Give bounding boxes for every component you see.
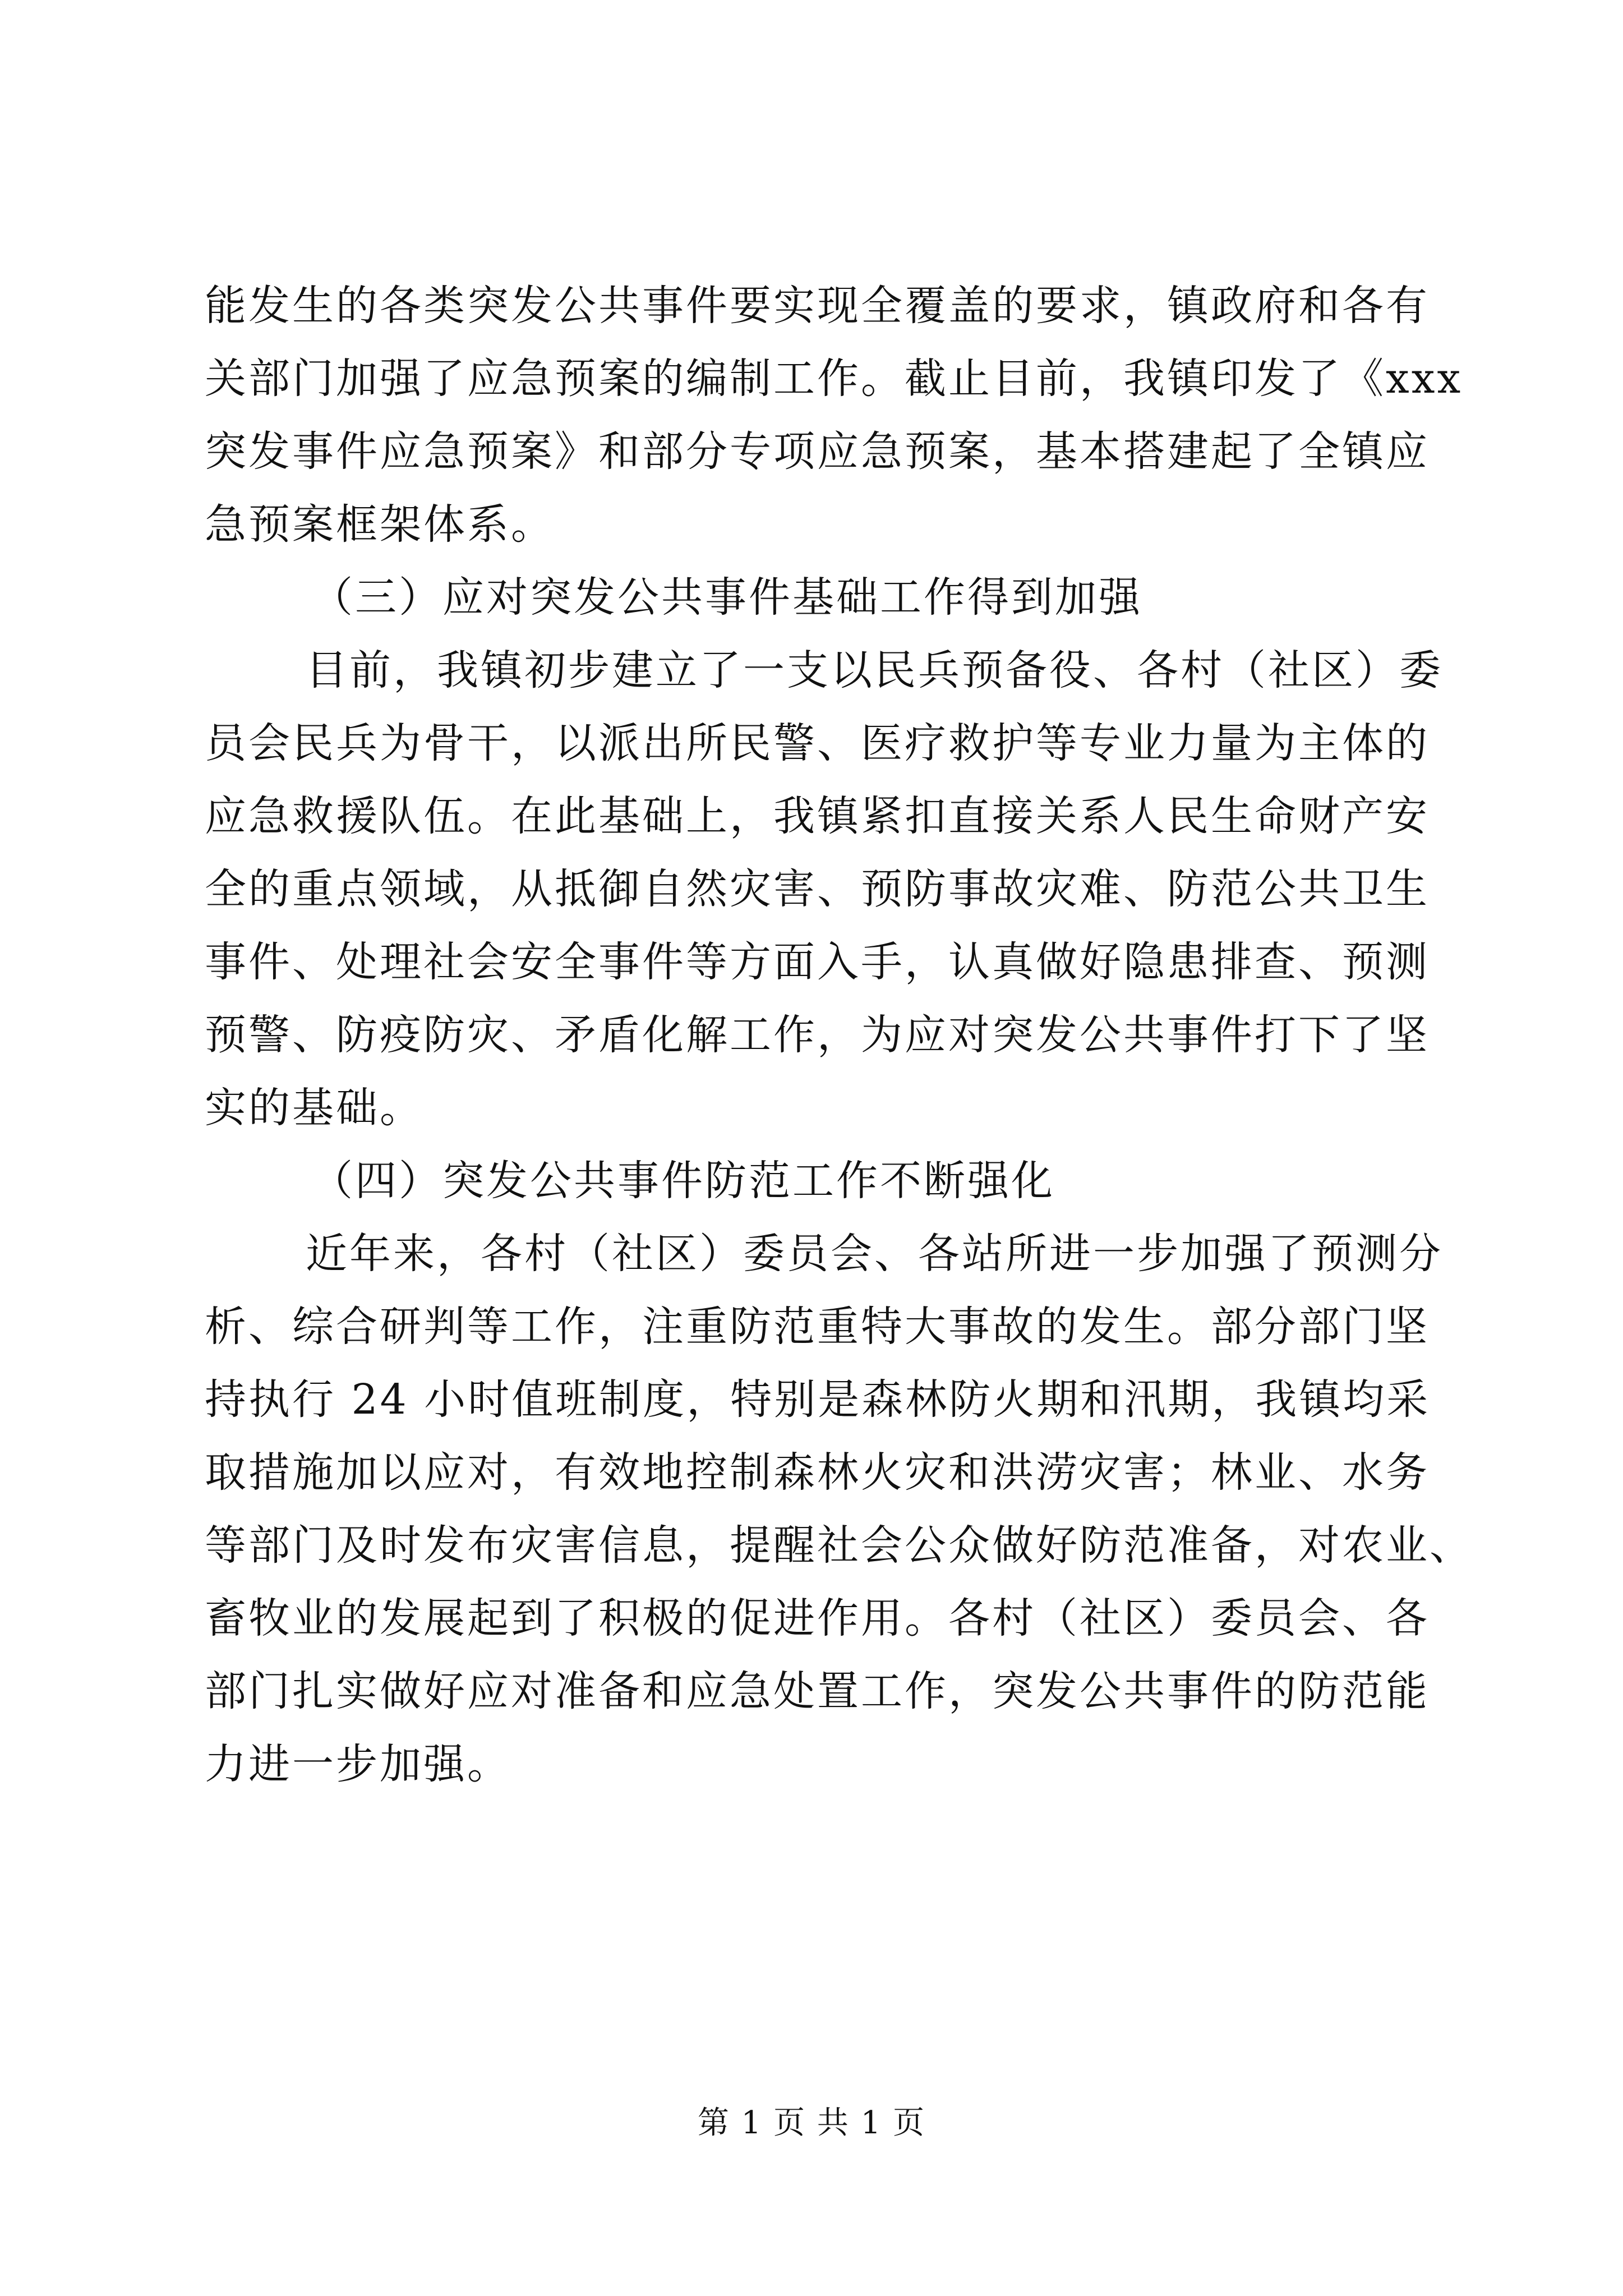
body-line: 持执行 24 小时值班制度，特别是森林防火期和汛期，我镇均采	[205, 1375, 1431, 1424]
body-line: 目前，我镇初步建立了一支以民兵预备役、各村（社区）委	[306, 646, 1443, 694]
body-line: 畜牧业的发展起到了积极的促进作用。各村（社区）委员会、各	[205, 1594, 1430, 1642]
body-line: 析、综合研判等工作，注重防范重特大事故的发生。部分部门坚	[205, 1303, 1430, 1351]
page-number-footer: 第 1 页 共 1 页	[697, 2105, 926, 2141]
body-line: 近年来，各村（社区）委员会、各站所进一步加强了预测分	[306, 1230, 1443, 1278]
body-line: 员会民兵为骨干，以派出所民警、医疗救护等专业力量为主体的	[205, 719, 1430, 767]
body-line: 全的重点领域，从抵御自然灾害、预防事故灾难、防范公共卫生	[205, 865, 1430, 913]
body-line: 应急救援队伍。在此基础上，我镇紧扣直接关系人民生命财产安	[205, 792, 1430, 840]
body-line: 事件、处理社会安全事件等方面入手，认真做好隐患排查、预测	[205, 938, 1430, 986]
body-line: 实的基础。	[205, 1084, 423, 1132]
body-line: 关部门加强了应急预案的编制工作。截止目前，我镇印发了《xxx	[205, 355, 1463, 403]
body-line: 等部门及时发布灾害信息，提醒社会公众做好防范准备，对农业、	[205, 1521, 1473, 1570]
body-line: 能发生的各类突发公共事件要实现全覆盖的要求，镇政府和各有	[205, 282, 1430, 330]
section-heading-3: （三）应对突发公共事件基础工作得到加强	[311, 573, 1142, 622]
body-line: 取措施加以应对，有效地控制森林火灾和洪涝灾害；林业、水务	[205, 1448, 1430, 1497]
body-line: 力进一步加强。	[205, 1740, 511, 1788]
body-line: 急预案框架体系。	[205, 500, 555, 549]
body-line: 突发事件应急预案》和部分专项应急预案，基本搭建起了全镇应	[205, 427, 1430, 476]
section-heading-4: （四）突发公共事件防范工作不断强化	[311, 1157, 1055, 1205]
body-line: 部门扎实做好应对准备和应急处置工作，突发公共事件的防范能	[205, 1667, 1430, 1715]
body-line: 预警、防疫防灾、矛盾化解工作，为应对突发公共事件打下了坚	[205, 1011, 1430, 1059]
